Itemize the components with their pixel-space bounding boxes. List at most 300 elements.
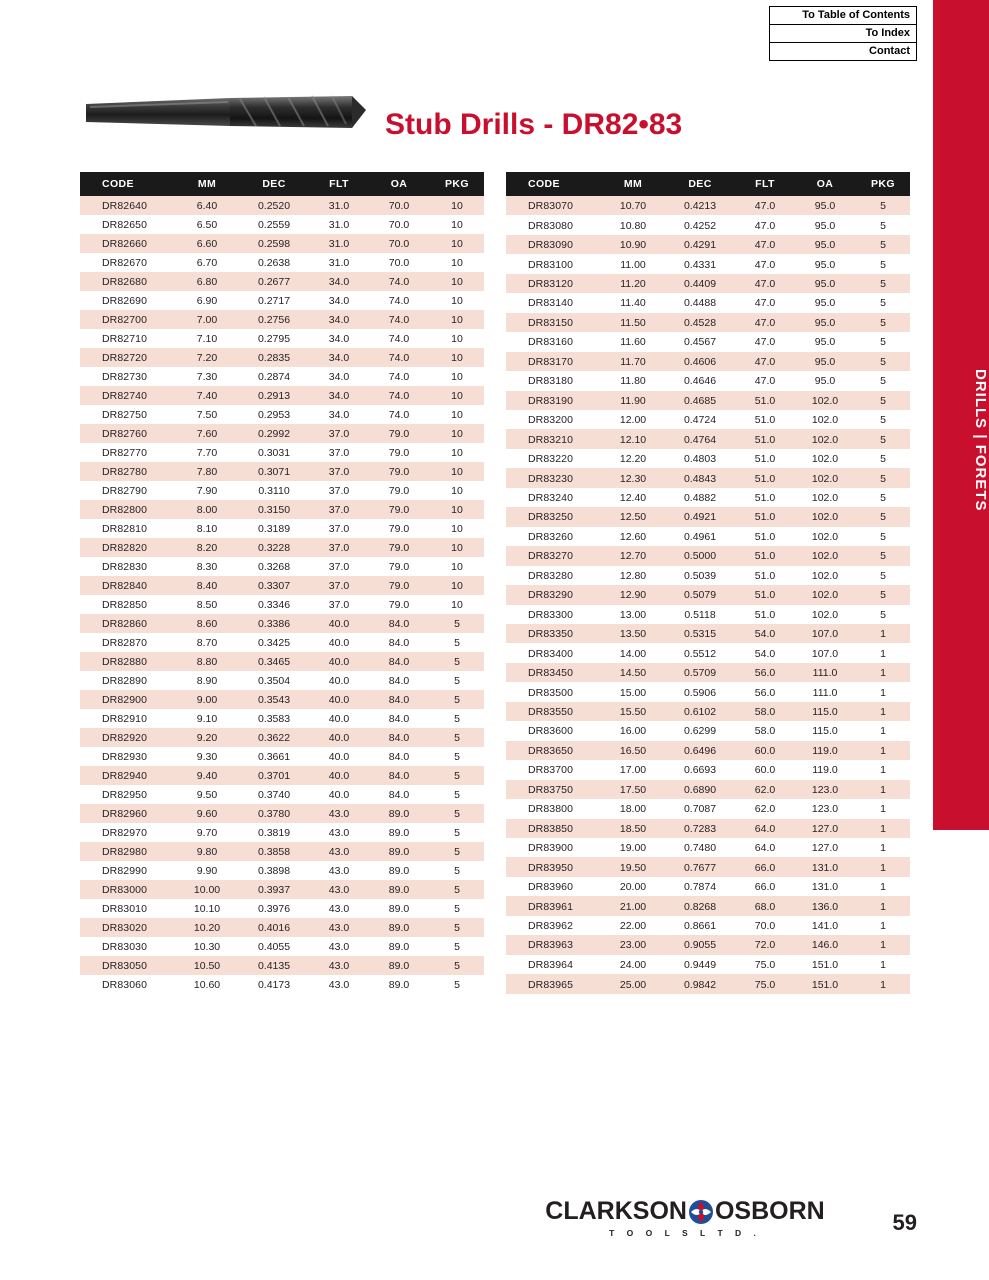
cell-pkg: 5 <box>430 918 484 937</box>
table-body-right <box>506 196 910 994</box>
cell-mm: 18.00 <box>602 799 664 818</box>
cell-dec: 0.3071 <box>238 462 310 481</box>
cell-dec: 0.7874 <box>664 877 736 896</box>
cell-oa: 79.0 <box>368 538 430 557</box>
cell-oa: 74.0 <box>368 386 430 405</box>
cell-code: DR83290 <box>506 585 602 604</box>
cell-pkg: 5 <box>430 614 484 633</box>
cell-mm: 11.80 <box>602 371 664 390</box>
brand-name-left: CLARKSON <box>545 1197 687 1225</box>
cell-pkg: 1 <box>856 741 910 760</box>
cell-dec: 0.3346 <box>238 595 310 614</box>
cell-pkg: 10 <box>430 215 484 234</box>
cell-flt: 34.0 <box>310 367 368 386</box>
cell-mm: 8.10 <box>176 519 238 538</box>
cell-oa: 74.0 <box>368 348 430 367</box>
cell-code: DR83350 <box>506 624 602 643</box>
table-row <box>80 861 484 880</box>
cell-flt: 51.0 <box>736 585 794 604</box>
cell-dec: 0.8661 <box>664 916 736 935</box>
cell-dec: 0.4252 <box>664 215 736 234</box>
cell-mm: 12.10 <box>602 429 664 448</box>
cell-code: DR82840 <box>80 576 176 595</box>
cell-dec: 0.5000 <box>664 546 736 565</box>
cell-mm: 21.00 <box>602 896 664 915</box>
cell-pkg: 5 <box>430 842 484 861</box>
cell-oa: 119.0 <box>794 741 856 760</box>
cell-pkg: 5 <box>430 956 484 975</box>
cell-pkg: 5 <box>430 728 484 747</box>
cell-code: DR83650 <box>506 741 602 760</box>
cell-mm: 16.00 <box>602 721 664 740</box>
cell-code: DR82710 <box>80 329 176 348</box>
table-row <box>506 955 910 974</box>
cell-pkg: 1 <box>856 721 910 740</box>
cell-code: DR83300 <box>506 605 602 624</box>
cell-pkg: 10 <box>430 367 484 386</box>
table-row <box>506 566 910 585</box>
cell-flt: 64.0 <box>736 838 794 857</box>
cell-code: DR82680 <box>80 272 176 291</box>
table-row <box>506 702 910 721</box>
cell-pkg: 5 <box>856 196 910 215</box>
table-row <box>506 838 910 857</box>
table-row <box>506 507 910 526</box>
table-row <box>80 291 484 310</box>
cell-code: DR82820 <box>80 538 176 557</box>
cell-flt: 37.0 <box>310 481 368 500</box>
cell-dec: 0.7677 <box>664 857 736 876</box>
cell-flt: 34.0 <box>310 291 368 310</box>
cell-pkg: 5 <box>856 488 910 507</box>
table-row <box>506 741 910 760</box>
table-row <box>80 614 484 633</box>
cell-dec: 0.3898 <box>238 861 310 880</box>
cell-dec: 0.3268 <box>238 557 310 576</box>
cell-pkg: 5 <box>856 468 910 487</box>
col-dec: DEC <box>238 172 310 196</box>
cell-dec: 0.3307 <box>238 576 310 595</box>
cell-dec: 0.2953 <box>238 405 310 424</box>
cell-oa: 141.0 <box>794 916 856 935</box>
cell-code: DR82980 <box>80 842 176 861</box>
cell-dec: 0.4724 <box>664 410 736 429</box>
table-row <box>506 215 910 234</box>
cell-dec: 0.2874 <box>238 367 310 386</box>
cell-pkg: 5 <box>430 975 484 994</box>
table-row <box>80 785 484 804</box>
cell-code: DR83965 <box>506 974 602 994</box>
cell-oa: 102.0 <box>794 507 856 526</box>
cell-flt: 51.0 <box>736 429 794 448</box>
cell-pkg: 10 <box>430 443 484 462</box>
cell-flt: 66.0 <box>736 877 794 896</box>
cell-dec: 0.2677 <box>238 272 310 291</box>
cell-oa: 107.0 <box>794 624 856 643</box>
cell-code: DR83250 <box>506 507 602 526</box>
cell-flt: 43.0 <box>310 880 368 899</box>
cell-code: DR82670 <box>80 253 176 272</box>
cell-mm: 10.60 <box>176 975 238 994</box>
cell-mm: 10.80 <box>602 215 664 234</box>
cell-mm: 19.50 <box>602 857 664 876</box>
cell-pkg: 5 <box>856 215 910 234</box>
cell-pkg: 5 <box>430 652 484 671</box>
cell-flt: 51.0 <box>736 527 794 546</box>
cell-oa: 74.0 <box>368 291 430 310</box>
cell-flt: 58.0 <box>736 721 794 740</box>
cell-code: DR82920 <box>80 728 176 747</box>
cell-mm: 9.70 <box>176 823 238 842</box>
cell-flt: 31.0 <box>310 234 368 253</box>
cell-oa: 84.0 <box>368 766 430 785</box>
cell-pkg: 10 <box>430 310 484 329</box>
table-row <box>506 799 910 818</box>
cell-oa: 70.0 <box>368 234 430 253</box>
cell-flt: 64.0 <box>736 819 794 838</box>
cell-dec: 0.4882 <box>664 488 736 507</box>
cell-pkg: 5 <box>856 605 910 624</box>
cell-dec: 0.6299 <box>664 721 736 740</box>
col-code: CODE <box>506 172 602 196</box>
cell-flt: 34.0 <box>310 405 368 424</box>
cell-mm: 7.70 <box>176 443 238 462</box>
cell-dec: 0.3976 <box>238 899 310 918</box>
cell-code: DR83270 <box>506 546 602 565</box>
cell-mm: 10.50 <box>176 956 238 975</box>
cell-pkg: 5 <box>856 391 910 410</box>
table-row <box>80 367 484 386</box>
table-row <box>80 310 484 329</box>
cell-dec: 0.4409 <box>664 274 736 293</box>
cell-oa: 123.0 <box>794 799 856 818</box>
cell-dec: 0.4331 <box>664 254 736 273</box>
cell-oa: 79.0 <box>368 481 430 500</box>
cell-flt: 37.0 <box>310 576 368 595</box>
cell-pkg: 1 <box>856 663 910 682</box>
cell-flt: 68.0 <box>736 896 794 915</box>
table-row <box>506 935 910 954</box>
cell-mm: 9.80 <box>176 842 238 861</box>
cell-flt: 37.0 <box>310 443 368 462</box>
cell-flt: 47.0 <box>736 293 794 312</box>
table-row <box>80 481 484 500</box>
cell-mm: 7.20 <box>176 348 238 367</box>
cell-pkg: 5 <box>856 429 910 448</box>
cell-dec: 0.6693 <box>664 760 736 779</box>
cell-pkg: 1 <box>856 643 910 662</box>
table-row <box>506 605 910 624</box>
cell-code: DR82900 <box>80 690 176 709</box>
cell-pkg: 10 <box>430 405 484 424</box>
cell-pkg: 10 <box>430 348 484 367</box>
cell-dec: 0.4135 <box>238 956 310 975</box>
cell-dec: 0.7087 <box>664 799 736 818</box>
cell-oa: 102.0 <box>794 585 856 604</box>
cell-dec: 0.2598 <box>238 234 310 253</box>
table-row <box>80 405 484 424</box>
table-row <box>506 449 910 468</box>
table-row <box>80 519 484 538</box>
cell-mm: 9.10 <box>176 709 238 728</box>
cell-code: DR83960 <box>506 877 602 896</box>
cell-code: DR83750 <box>506 780 602 799</box>
cell-pkg: 5 <box>856 546 910 565</box>
cell-dec: 0.2559 <box>238 215 310 234</box>
cell-mm: 9.20 <box>176 728 238 747</box>
cell-code: DR82850 <box>80 595 176 614</box>
cell-mm: 10.70 <box>602 196 664 215</box>
cell-oa: 95.0 <box>794 274 856 293</box>
cell-mm: 17.00 <box>602 760 664 779</box>
cell-pkg: 1 <box>856 935 910 954</box>
cell-dec: 0.4291 <box>664 235 736 254</box>
brand-name-right: OSBORN <box>714 1197 825 1225</box>
cell-dec: 0.5315 <box>664 624 736 643</box>
cell-oa: 95.0 <box>794 254 856 273</box>
cell-mm: 9.90 <box>176 861 238 880</box>
cell-dec: 0.7283 <box>664 819 736 838</box>
cell-code: DR83170 <box>506 352 602 371</box>
cell-oa: 102.0 <box>794 605 856 624</box>
cell-flt: 37.0 <box>310 538 368 557</box>
cell-mm: 12.30 <box>602 468 664 487</box>
cell-dec: 0.6890 <box>664 780 736 799</box>
cell-mm: 8.00 <box>176 500 238 519</box>
cell-pkg: 1 <box>856 916 910 935</box>
cell-code: DR83060 <box>80 975 176 994</box>
cell-oa: 79.0 <box>368 462 430 481</box>
cell-mm: 11.90 <box>602 391 664 410</box>
cell-flt: 43.0 <box>310 842 368 861</box>
cell-mm: 11.40 <box>602 293 664 312</box>
cell-pkg: 5 <box>856 313 910 332</box>
cell-code: DR83800 <box>506 799 602 818</box>
cell-code: DR83260 <box>506 527 602 546</box>
cell-code: DR82690 <box>80 291 176 310</box>
nav-table-of-contents[interactable]: To Table of Contents <box>769 6 917 25</box>
col-dec: DEC <box>664 172 736 196</box>
nav-contact[interactable]: Contact <box>769 42 917 61</box>
cell-flt: 34.0 <box>310 386 368 405</box>
cell-oa: 79.0 <box>368 557 430 576</box>
table-row <box>80 880 484 899</box>
cell-code: DR82770 <box>80 443 176 462</box>
cell-oa: 95.0 <box>794 371 856 390</box>
cell-oa: 74.0 <box>368 367 430 386</box>
cell-oa: 119.0 <box>794 760 856 779</box>
cell-pkg: 1 <box>856 877 910 896</box>
cell-pkg: 5 <box>856 274 910 293</box>
cell-oa: 115.0 <box>794 721 856 740</box>
cell-code: DR83010 <box>80 899 176 918</box>
cell-mm: 22.00 <box>602 916 664 935</box>
cell-flt: 43.0 <box>310 975 368 994</box>
cell-oa: 84.0 <box>368 614 430 633</box>
cell-mm: 8.90 <box>176 671 238 690</box>
table-row <box>80 386 484 405</box>
cell-oa: 102.0 <box>794 488 856 507</box>
cell-oa: 131.0 <box>794 877 856 896</box>
cell-mm: 9.40 <box>176 766 238 785</box>
cell-pkg: 1 <box>856 799 910 818</box>
cell-oa: 74.0 <box>368 405 430 424</box>
cell-flt: 37.0 <box>310 557 368 576</box>
cell-code: DR82830 <box>80 557 176 576</box>
cell-dec: 0.4488 <box>664 293 736 312</box>
col-pkg: PKG <box>856 172 910 196</box>
cell-mm: 10.30 <box>176 937 238 956</box>
cell-code: DR82750 <box>80 405 176 424</box>
cell-dec: 0.3583 <box>238 709 310 728</box>
table-row <box>80 595 484 614</box>
cell-oa: 89.0 <box>368 842 430 861</box>
cell-flt: 56.0 <box>736 663 794 682</box>
cell-code: DR82960 <box>80 804 176 823</box>
cell-dec: 0.2913 <box>238 386 310 405</box>
cell-mm: 7.00 <box>176 310 238 329</box>
cell-flt: 40.0 <box>310 785 368 804</box>
cell-oa: 123.0 <box>794 780 856 799</box>
cell-oa: 70.0 <box>368 196 430 215</box>
cell-dec: 0.3189 <box>238 519 310 538</box>
cell-oa: 102.0 <box>794 527 856 546</box>
cell-oa: 102.0 <box>794 410 856 429</box>
cell-oa: 102.0 <box>794 429 856 448</box>
cell-dec: 0.3228 <box>238 538 310 557</box>
cell-oa: 84.0 <box>368 690 430 709</box>
cell-pkg: 10 <box>430 424 484 443</box>
cell-flt: 37.0 <box>310 424 368 443</box>
table-row <box>506 254 910 273</box>
table-row <box>506 293 910 312</box>
cell-pkg: 1 <box>856 896 910 915</box>
table-row <box>506 488 910 507</box>
cell-flt: 47.0 <box>736 235 794 254</box>
table-row <box>80 633 484 652</box>
cell-dec: 0.3110 <box>238 481 310 500</box>
table-row <box>80 576 484 595</box>
cell-pkg: 10 <box>430 557 484 576</box>
cell-flt: 66.0 <box>736 857 794 876</box>
col-flt: FLT <box>736 172 794 196</box>
cell-dec: 0.8268 <box>664 896 736 915</box>
cell-dec: 0.2717 <box>238 291 310 310</box>
table-body-left <box>80 196 484 994</box>
cell-code: DR83000 <box>80 880 176 899</box>
cell-pkg: 10 <box>430 500 484 519</box>
cell-flt: 34.0 <box>310 329 368 348</box>
cell-mm: 7.80 <box>176 462 238 481</box>
cell-flt: 37.0 <box>310 462 368 481</box>
cell-pkg: 5 <box>430 633 484 652</box>
table-row <box>506 429 910 448</box>
cell-pkg: 1 <box>856 857 910 876</box>
cell-code: DR83210 <box>506 429 602 448</box>
cell-code: DR82940 <box>80 766 176 785</box>
cell-dec: 0.6102 <box>664 702 736 721</box>
table-row <box>506 896 910 915</box>
table-row <box>80 424 484 443</box>
cell-oa: 95.0 <box>794 293 856 312</box>
cell-oa: 89.0 <box>368 937 430 956</box>
cell-oa: 95.0 <box>794 313 856 332</box>
cell-dec: 0.2638 <box>238 253 310 272</box>
cell-mm: 11.20 <box>602 274 664 293</box>
cell-oa: 89.0 <box>368 975 430 994</box>
cell-mm: 7.90 <box>176 481 238 500</box>
cell-dec: 0.3504 <box>238 671 310 690</box>
nav-index[interactable]: To Index <box>769 24 917 43</box>
cell-code: DR82700 <box>80 310 176 329</box>
table-row <box>80 462 484 481</box>
cell-dec: 0.9842 <box>664 974 736 994</box>
table-row <box>80 557 484 576</box>
cell-oa: 102.0 <box>794 391 856 410</box>
cell-dec: 0.7480 <box>664 838 736 857</box>
cell-code: DR83400 <box>506 643 602 662</box>
cell-oa: 95.0 <box>794 332 856 351</box>
cell-dec: 0.2520 <box>238 196 310 215</box>
cell-pkg: 5 <box>856 449 910 468</box>
cell-mm: 24.00 <box>602 955 664 974</box>
cell-dec: 0.3701 <box>238 766 310 785</box>
table-row <box>80 196 484 215</box>
cell-code: DR83240 <box>506 488 602 507</box>
table-row <box>80 253 484 272</box>
cell-flt: 34.0 <box>310 348 368 367</box>
cell-oa: 70.0 <box>368 253 430 272</box>
cell-code: DR82810 <box>80 519 176 538</box>
cell-pkg: 1 <box>856 780 910 799</box>
cell-pkg: 5 <box>856 254 910 273</box>
cell-code: DR82970 <box>80 823 176 842</box>
cell-pkg: 1 <box>856 682 910 701</box>
cell-code: DR82740 <box>80 386 176 405</box>
cell-code: DR83080 <box>506 215 602 234</box>
cell-flt: 43.0 <box>310 804 368 823</box>
table-row <box>80 690 484 709</box>
cell-pkg: 10 <box>430 481 484 500</box>
cell-code: DR82760 <box>80 424 176 443</box>
cell-pkg: 1 <box>856 702 910 721</box>
cell-dec: 0.3661 <box>238 747 310 766</box>
cell-flt: 51.0 <box>736 449 794 468</box>
cell-oa: 79.0 <box>368 500 430 519</box>
cell-pkg: 5 <box>856 371 910 390</box>
cell-flt: 62.0 <box>736 799 794 818</box>
cell-code: DR83180 <box>506 371 602 390</box>
cell-flt: 47.0 <box>736 196 794 215</box>
cell-dec: 0.4173 <box>238 975 310 994</box>
table-row <box>80 804 484 823</box>
cell-mm: 9.30 <box>176 747 238 766</box>
cell-mm: 12.40 <box>602 488 664 507</box>
table-row <box>80 899 484 918</box>
table-row <box>506 721 910 740</box>
cell-oa: 89.0 <box>368 823 430 842</box>
cell-code: DR82880 <box>80 652 176 671</box>
table-row <box>506 682 910 701</box>
table-row <box>80 348 484 367</box>
cell-dec: 0.4567 <box>664 332 736 351</box>
cell-pkg: 10 <box>430 291 484 310</box>
cell-dec: 0.4685 <box>664 391 736 410</box>
company-logo <box>520 1197 850 1238</box>
table-row <box>80 709 484 728</box>
cell-dec: 0.5512 <box>664 643 736 662</box>
cell-pkg: 5 <box>430 804 484 823</box>
